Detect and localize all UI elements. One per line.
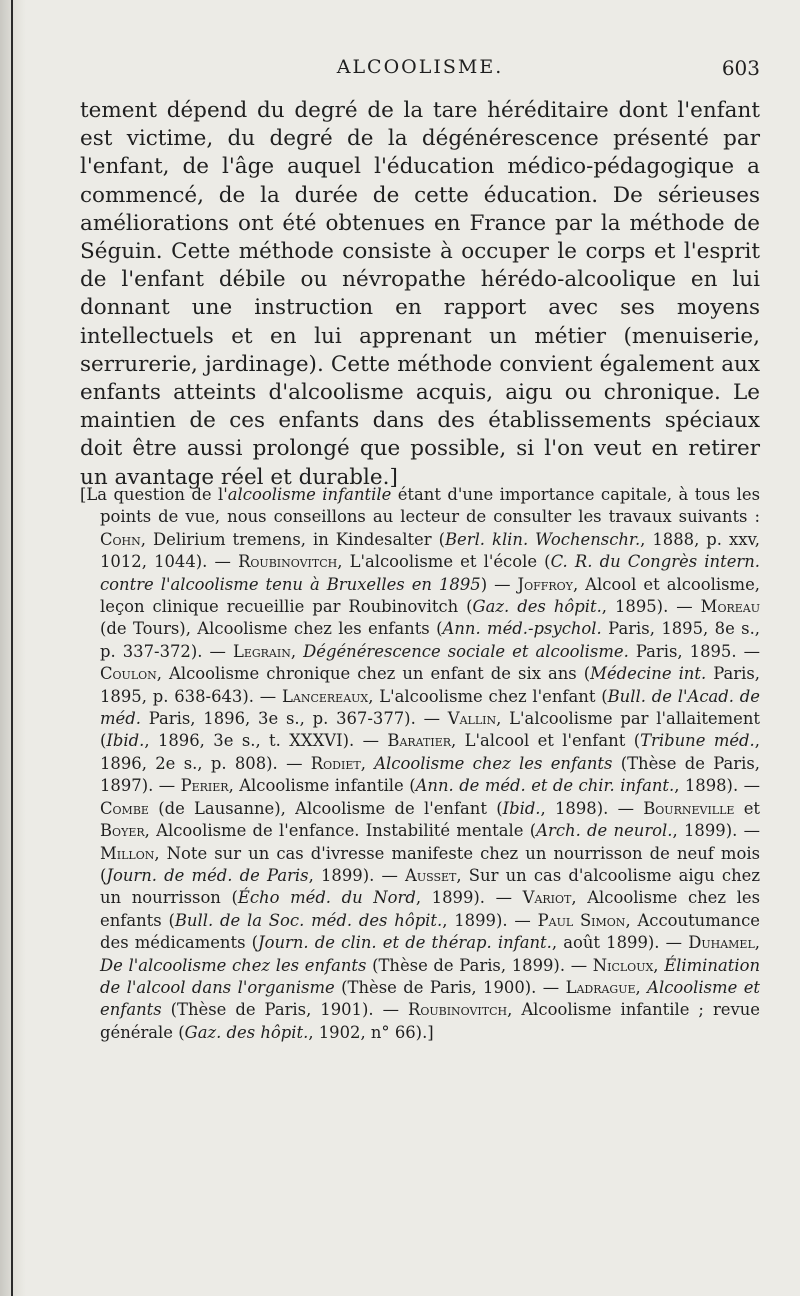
binding-edge-line xyxy=(11,0,13,1296)
page-header xyxy=(80,56,760,86)
note-text: , Alcool et alcoolisme, leçon clinique recueillie par Roubinovitch ( xyxy=(100,574,760,617)
note-text: , Note sur un cas d'ivresse manifeste chez un nourrisson de neuf mois ( xyxy=(100,843,760,885)
journal-title: Arch. de neurol. xyxy=(536,821,673,841)
author-name: Paul Simon xyxy=(537,910,626,930)
note-text: (Thèse de Paris, 1897). — xyxy=(100,753,760,796)
journal-title: Journ. de méd. de Paris xyxy=(106,865,309,885)
journal-title: C. R. du Congrès intern. contre l'alcoolisme tenu à Bruxelles en 1895 xyxy=(100,552,760,594)
note-text: (Thèse de Paris, 1900). — xyxy=(334,977,566,997)
note-text: , août 1899). — xyxy=(551,933,689,953)
author-name: Legrain xyxy=(232,641,291,661)
author-name: Cohn xyxy=(100,529,141,549)
note-text: (de Tours), Alcoolisme chez les enfants ( xyxy=(100,619,443,639)
note-text: , 1895). — xyxy=(601,597,701,617)
note-text: , L'alcool et l'enfant ( xyxy=(451,731,641,751)
note-text: , 1902, n° 66).] xyxy=(308,1022,434,1042)
journal-title: Écho méd. du Nord xyxy=(237,888,416,908)
note-text: , xyxy=(635,977,648,997)
note-text: , Alcoolisme infantile ; revue générale ( xyxy=(100,1000,760,1042)
main-paragraph-text: tement dépend du degré de la tare héréditaire dont l'enfant est victime, du degré de la dégénérescence présenté par l'enfant, de l'âge auquel l'éducation médico-pédagogique a commencé, de la durée de cette éducation. De sérieuses améliorations ont été obtenues en France par la méthode de Séguin. Cette méthode consiste à occuper le corps et l'esprit de l'enfant débile ou névropathe hérédo-alcoolique en lui donnant une instruction en rapport avec ses moyens intellectuels et en lui apprenant un métier (menuiserie, serrurerie, jardinage). Cette méthode convient également aux enfants atteints d'alcoolisme acquis, aigu ou chronique. Le maintien de ces enfants dans des établissements spéciaux doit être aussi prolongé que possible, si l'on veut en retirer un avantage réel et durable.] xyxy=(80,98,760,490)
note-text: , 1899). — xyxy=(308,865,406,885)
author-name: Boyer xyxy=(100,821,145,841)
journal-title: Tribune méd. xyxy=(640,731,755,751)
journal-title: Gaz. des hôpit. xyxy=(184,1022,309,1042)
author-name: Perier xyxy=(180,776,229,796)
note-text: , Delirium tremens, in Kindesalter ( xyxy=(140,529,445,549)
author-name: Bourneville xyxy=(643,798,735,818)
author-name: Moreau xyxy=(700,597,760,617)
journal-title: Ann. méd.-psychol. xyxy=(442,619,602,639)
work-title: Alcoolisme et enfants xyxy=(100,977,760,1020)
work-title: Élimination de l'alcool dans l'organisme xyxy=(100,955,761,997)
bibliographic-note xyxy=(80,484,760,1044)
author-name: Nicloux xyxy=(592,955,654,975)
journal-title: Médecine int. xyxy=(590,664,707,684)
note-text: , Sur un cas d'alcoolisme aigu chez un nourrisson ( xyxy=(100,865,760,908)
journal-title: Bull. de l'Acad. de méd. xyxy=(100,686,760,729)
note-text: , Accoutumance des médicaments ( xyxy=(100,910,760,953)
note-text: , L'alcoolisme par l'allaitement ( xyxy=(100,709,760,751)
note-text: (Thèse de Paris, 1901). — xyxy=(161,1000,408,1020)
note-text: , Alcoolisme de l'enfance. Instabilité mentale ( xyxy=(144,821,537,841)
note-text: étant d'une importance capitale, à tous les points de vue, nous conseillons au lecteur de consulter les travaux suivants : xyxy=(100,485,760,527)
journal-title: Gaz. des hôpit. xyxy=(472,597,602,617)
journal-title: Ibid. xyxy=(502,798,541,818)
note-italic: alcoolisme infantile xyxy=(227,485,392,504)
author-name: Roubinovitch xyxy=(238,552,338,572)
work-title: De l'alcoolisme chez les enfants xyxy=(100,955,367,975)
note-text: et xyxy=(734,798,760,818)
note-text: , 1896, 3e s., t. XXXVI). — xyxy=(144,731,388,751)
note-text: , 1896, 2e s., p. 808). — xyxy=(100,731,760,773)
author-name: Rodiet xyxy=(310,753,361,773)
note-text: Paris, 1896, 3e s., p. 367-377). — xyxy=(140,709,448,729)
page-spine-shadow xyxy=(0,0,26,1296)
note-text: , Alcoolisme chez les enfants ( xyxy=(100,888,760,930)
note-text: [La question de l' xyxy=(80,485,228,504)
note-text: , xyxy=(290,641,304,661)
journal-title: Berl. klin. Wochenschr. xyxy=(444,529,641,549)
author-name: Joffroy xyxy=(517,574,573,594)
journal-title: Ibid. xyxy=(106,731,145,751)
author-name: Millon xyxy=(100,843,155,863)
note-text: , 1899). — xyxy=(672,821,760,841)
author-name: Duhamel xyxy=(688,933,755,953)
note-text: , Alcoolisme chronique chez un enfant de six ans ( xyxy=(156,664,591,684)
author-name: Ausset xyxy=(405,865,457,885)
author-name: Coulon xyxy=(100,664,157,684)
author-name: Vallin xyxy=(447,709,497,729)
main-paragraph xyxy=(80,97,760,492)
running-title: ALCOOLISME. xyxy=(336,56,504,78)
note-text: , 1898). — xyxy=(540,798,644,818)
note-text: , L'alcoolisme chez l'enfant ( xyxy=(368,686,608,706)
note-text: (de Lausanne), Alcoolisme de l'enfant ( xyxy=(148,798,503,818)
note-text: ) — xyxy=(480,574,518,594)
note-text: , xyxy=(653,955,665,975)
author-name: Baratier xyxy=(387,731,452,751)
work-title: Alcoolisme chez les enfants xyxy=(374,753,613,773)
journal-title: Journ. de clin. et de thérap. infant. xyxy=(258,933,552,953)
note-text: Paris, 1895, 8e s., p. 337-372). — xyxy=(100,619,760,661)
note-text: Paris, 1895, p. 638-643). — xyxy=(100,664,760,706)
note-text: , Alcoolisme infantile ( xyxy=(228,776,416,796)
note-text: , L'alcoolisme et l'école ( xyxy=(337,552,551,572)
note-text: , xyxy=(360,753,375,773)
note-text: , 1899). — xyxy=(415,888,523,908)
page-number: 603 xyxy=(721,56,760,80)
note-text: Paris, 1895. — xyxy=(628,641,761,661)
note-text: , 1888, p. xxv, 1012, 1044). — xyxy=(100,529,760,572)
author-name: Combe xyxy=(100,798,149,818)
journal-title: Bull. de la Soc. méd. des hôpit. xyxy=(174,910,443,930)
note-text: , 1898). — xyxy=(674,776,760,796)
author-name: Lancereaux xyxy=(281,686,369,706)
note-text: , 1899). — xyxy=(442,910,538,930)
author-name: Roubinovitch xyxy=(407,1000,508,1020)
journal-title: Ann. de méd. et de chir. infant. xyxy=(415,776,675,796)
work-title: Dégénérescence sociale et alcoolisme. xyxy=(303,641,629,661)
author-name: Variot xyxy=(522,888,572,908)
bibliographic-note-text xyxy=(80,484,760,1044)
note-text: (Thèse de Paris, 1899). — xyxy=(366,955,593,975)
author-name: Ladrague xyxy=(565,977,636,997)
note-text: , xyxy=(754,933,760,953)
